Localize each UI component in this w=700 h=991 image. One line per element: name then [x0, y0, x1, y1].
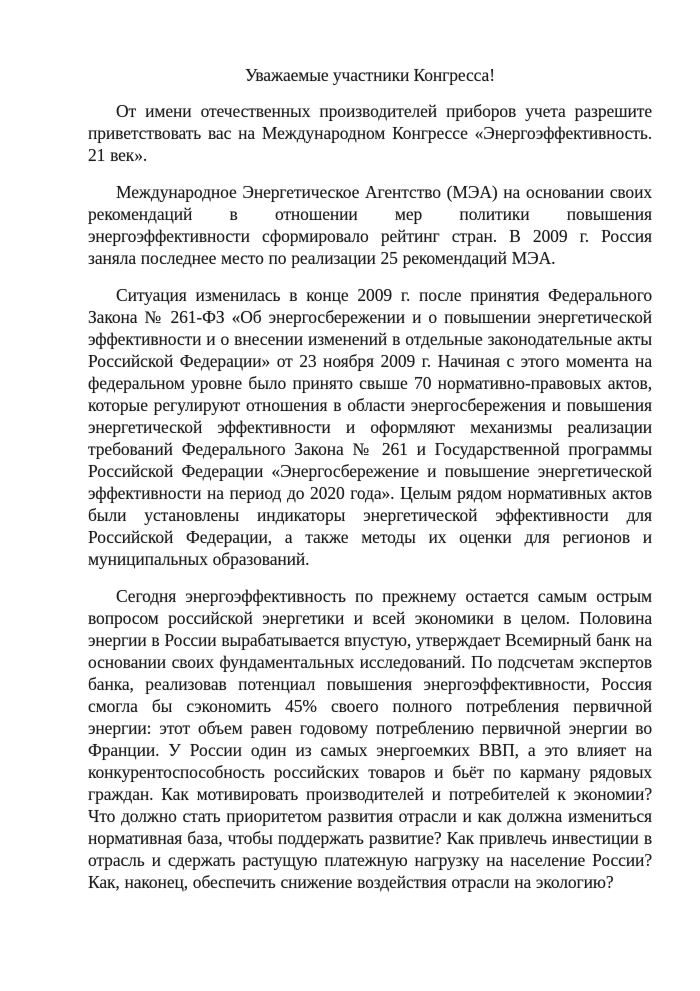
document-title: Уважаемые участники Конгресса! [245, 65, 495, 85]
paragraph-law-261: Ситуация изменилась в конце 2009 г. после принятия Федерального Закона № 261-ФЗ «Об энергосбережении и о повышении энергетической эффективности и о внесении изменений в отдельные законодательные акты Российской Федерации» от 23 ноября 2009 г. Начиная с этого момента на федеральном уровне было принято свыше 70 нормативно-правовых актов, которые регулируют отношения в области энергосбережения и повышения энергетической эффективности и оформляют механизмы реализации требований Федерального Закона № 261 и Государственной программы Российской Федерации «Энергосбережение и повышение энергетической эффективности на период до 2020 года». Целым рядом нормативных актов были установлены индикаторы энергетической эффективности для Российской Федерации, а также методы их оценки для регионов и муниципальных образований. [88, 285, 652, 569]
paragraph-energy-efficiency-issues: Сегодня энергоэффективность по прежнему остается самым острым вопросом российской энергетики и всей экономики в целом. Половина энергии в России вырабатывается впустую, утверждает Всемирный банк на основании своих фундаментальных исследований. По подсчетам экспертов банка, реализовав потенциал повышения энергоэффективности, Россия смогла бы сэкономить 45% своего полного потребления первичной энергии: этот объем равен годовому потреблению первичной энергии во Франции. У России один из самых энергоемких ВВП, а это влияет на конкурентоспособность российских товаров и бьёт по карману рядовых граждан. Как мотивировать производителей и потребителей к экономии? Что должно стать приоритетом развития отрасли и как должна измениться нормативная база, чтобы поддержать развитие? Как привлечь инвестиции в отрасль и сдержать растущую платежную нагрузку на население России? Как, наконец, обеспечить снижение воздействия отрасли на экологию? [88, 586, 652, 892]
paragraph-greeting: От имени отечественных производителей приборов учета разрешите приветствовать вас на Международном Конгрессе «Энергоэффективность. 21 век». [88, 101, 652, 165]
paragraph-iea-rating: Международное Энергетическое Агентство (МЭА) на основании своих рекомендаций в отношении мер политики повышения энергоэффективности сформировало рейтинг стран. В 2009 г. Россия заняла последнее место по реализации 25 рекомендаций МЭА. [88, 182, 652, 268]
